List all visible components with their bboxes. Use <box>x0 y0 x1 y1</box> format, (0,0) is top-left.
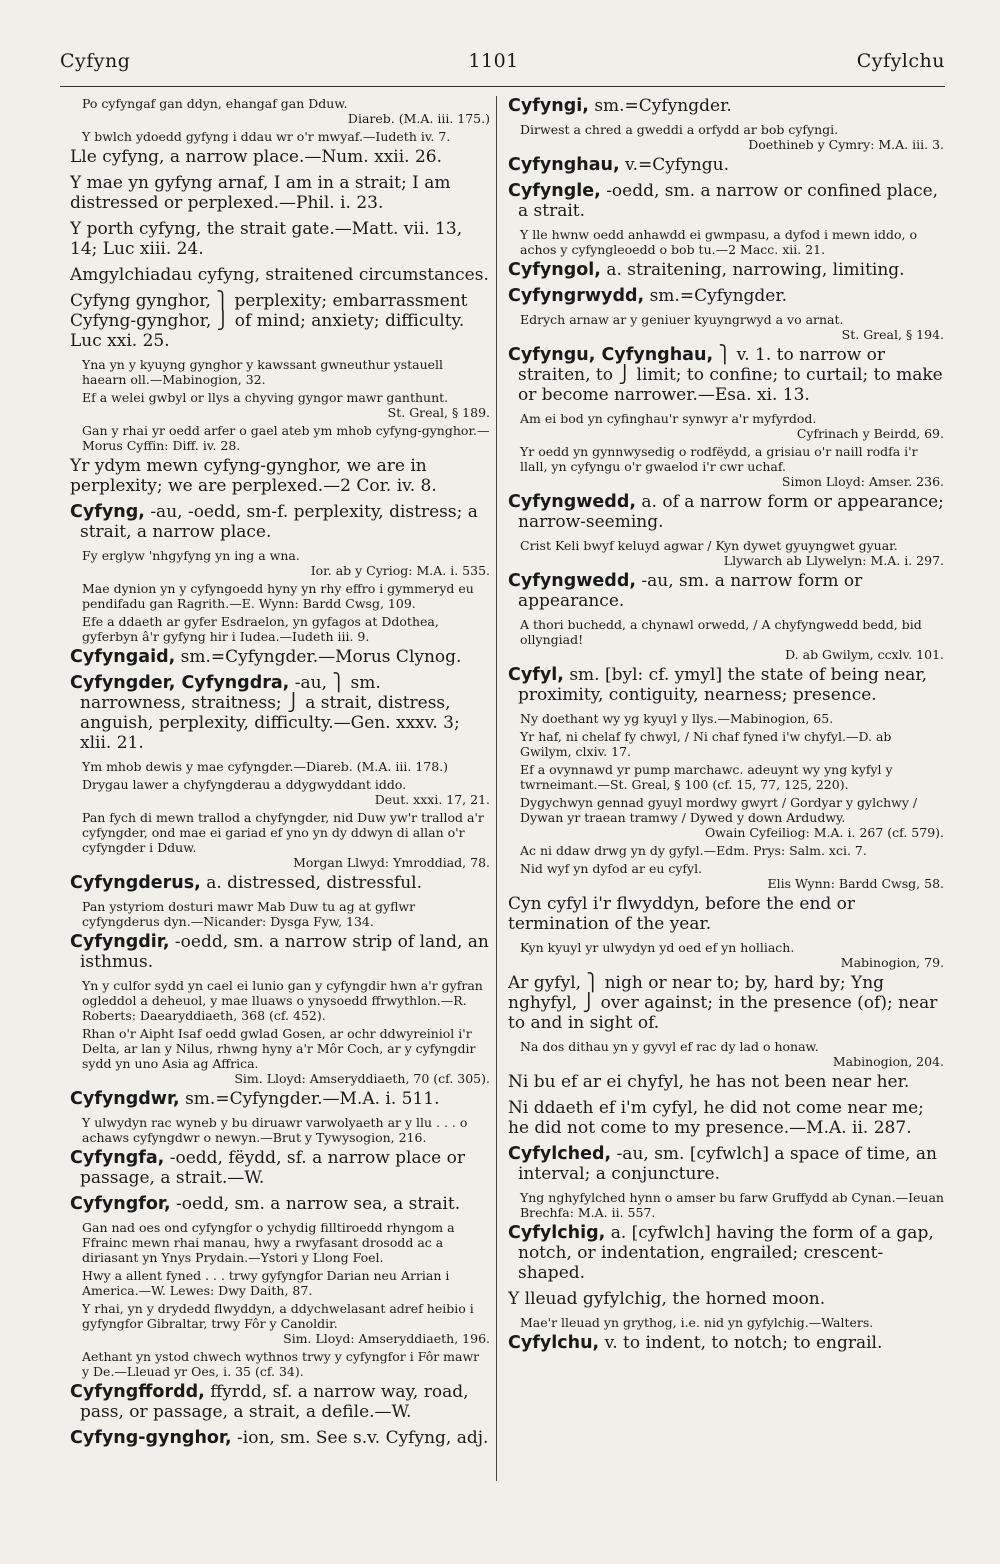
definition-text: Y mae yn gyfyng arnaf, I am in a strait; I am distressed or perplexed.—Phil. i. 23. <box>70 173 451 213</box>
page-number: 1101 <box>468 50 519 72</box>
quote-source: Sim. Lloyd: Amseryddiaeth, 70 (cf. 305). <box>234 1071 490 1086</box>
definition-text: Yr ydym mewn cyfyng-gynghor, we are in perplexity; we are perplexed.—2 Cor. iv. 8. <box>70 456 437 496</box>
quote-text: Yng nghyfylched hynn o amser bu farw Gruffydd ab Cynan.—Ieuan Brechfa: M.A. ii. 557. <box>520 1190 944 1220</box>
definition-text: Y porth cyfyng, the strait gate.—Matt. vii. 13, 14; Luc xiii. 24. <box>70 219 463 259</box>
definition-text: v.=Cyfyngu. <box>625 155 729 175</box>
definition-text: -oedd, sm. a narrow or confined place, a strait. <box>518 181 939 221</box>
citation-quote <box>82 390 490 420</box>
quote-source: Elis Wynn: Bardd Cwsg, 58. <box>767 876 944 891</box>
quote-text: Nid wyf yn dyfod ar eu cyfyl. <box>520 861 703 876</box>
quote-text: Pan fych di mewn trallod a chyfyngder, nid Duw yw'r trallod a'r cyfyngder, ond mae ei gariad ef yno yn dy ddwyn di allan o'r cyfyngder i Dduw. <box>82 810 484 855</box>
usage-definition <box>508 1072 944 1092</box>
left-column <box>70 96 490 1524</box>
quote-text: Drygau lawer a chyfyngderau a ddygwyddant iddo. <box>82 777 407 792</box>
quote-text: Dirwest a chred a gweddi a orfydd ar bob cyfyngi. <box>520 122 839 137</box>
citation-quote <box>82 129 490 144</box>
quote-source: D. ab Gwilym, ccxlv. 101. <box>785 647 944 662</box>
headword: Cyfyngwedd, <box>508 571 636 591</box>
citation-quote <box>520 538 944 568</box>
dictionary-entry <box>70 1148 490 1188</box>
quote-text: Mae'r lleuad yn grythog, i.e. nid yn gyfylchig.—Walters. <box>520 1315 874 1330</box>
column-divider <box>496 96 497 1481</box>
definition-text: ffyrdd, sf. a narrow way, road, pass, or passage, a strait, a defile.—W. <box>80 1382 469 1422</box>
citation-quote <box>520 1039 944 1069</box>
dictionary-entry <box>70 1194 490 1214</box>
quote-text: Y bwlch ydoedd gyfyng i ddau wr o'r mwyaf.—Iudeth iv. 7. <box>82 129 451 144</box>
definition-text: a. [cyfwlch] having the form of a gap, notch, or indentation, engrailed; crescent-shaped. <box>518 1223 934 1283</box>
quote-source: Morgan Llwyd: Ymroddiad, 78. <box>293 855 490 870</box>
quote-text: Fy erglyw 'nhgyfyng yn ing a wna. <box>82 548 300 563</box>
quote-text: Ac ni ddaw drwg yn dy gyfyl.—Edm. Prys: Salm. xci. 7. <box>520 843 867 858</box>
definition-text: a. of a narrow form or appearance; narrow-seeming. <box>518 492 944 532</box>
quote-text: Ym mhob dewis y mae cyfyngder.—Diareb. (M.A. iii. 178.) <box>82 759 449 774</box>
quote-text: Gan nad oes ond cyfyngfor o ychydig filltiroedd rhyngom a Ffrainc mewn rhai manau, hwy a rwyfasant drosodd ac a diriasant yn Ynys Prydain.—Ystori y Llong Foel. <box>82 1220 455 1265</box>
definition-text: Ar gyfyl, ⎫ nigh or near to; by, hard by; Yng nghyfyl, ⎭ over against; in the presence (of); near to and in sight of. <box>508 973 938 1033</box>
usage-definition <box>70 173 490 213</box>
citation-quote <box>82 1026 490 1086</box>
quote-text: Mae dynion yn y cyfyngoedd hyny yn rhy effro i gymmeryd eu pendifadu gan Ragrith.—E. Wynn: Bardd Cwsg, 109. <box>82 581 474 611</box>
headword: Cyfyngdir, <box>70 932 170 952</box>
headword: Cyfylched, <box>508 1144 612 1164</box>
citation-quote <box>520 1190 944 1220</box>
citation-quote <box>520 940 944 970</box>
usage-definition <box>508 973 944 1033</box>
dictionary-entry <box>508 345 944 405</box>
citation-quote <box>82 1220 490 1265</box>
citation-quote <box>82 759 490 774</box>
quote-text: Kyn kyuyl yr ulwydyn yd oed ef yn holliach. <box>520 940 795 955</box>
page-header <box>60 44 945 78</box>
citation-quote <box>82 357 490 387</box>
definition-text: a. distressed, distressful. <box>206 873 423 893</box>
quote-text: Dygychwyn gennad gyuyl mordwy gwyrt / Gordyar y gylchwy / Dywan yr traean tramwy / Dywed y down Ardudwy. <box>520 795 918 825</box>
definition-text: sm. [byl: cf. ymyl] the state of being near, proximity, contiguity, nearness; presence. <box>518 665 928 705</box>
dictionary-entry <box>508 181 944 221</box>
quote-text: Pan ystyriom dosturi mawr Mab Duw tu ag at gyflwr cyfyngderus dyn.—Nicander: Dysga Fyw, 134. <box>82 899 416 929</box>
dictionary-entry <box>70 1428 490 1448</box>
citation-quote <box>82 548 490 578</box>
headword: Cyfyl, <box>508 665 564 685</box>
definition-text: Lle cyfyng, a narrow place.—Num. xxii. 26. <box>70 147 442 167</box>
definition-text: Cyfyng gynghor, ⎫ perplexity; embarrassment Cyfyng-gynghor, ⎭ of mind; anxiety; difficulty. Luc xxi. 25. <box>70 291 468 351</box>
citation-quote <box>520 729 944 759</box>
definition-text: a. straitening, narrowing, limiting. <box>606 260 905 280</box>
definition-text: sm.=Cyfyngder. <box>649 286 788 306</box>
quote-text: Na dos dithau yn y gyvyl ef rac dy lad o honaw. <box>520 1039 819 1054</box>
quote-source: St. Greal, § 189. <box>387 405 490 420</box>
headword: Cyfyngdwr, <box>70 1089 180 1109</box>
quote-text: Ny doethant wy yg kyuyl y llys.—Mabinogion, 65. <box>520 711 834 726</box>
definition-text: -au, -oedd, sm-f. perplexity, distress; a strait, a narrow place. <box>80 502 478 542</box>
citation-quote <box>82 777 490 807</box>
definition-text: -oedd, fëydd, sf. a narrow place or passage, a strait.—W. <box>80 1148 465 1188</box>
definition-text: Amgylchiadau cyfyng, straitened circumstances. <box>70 265 489 285</box>
definition-text: Cyn cyfyl i'r flwyddyn, before the end or termination of the year. <box>508 894 856 934</box>
definition-text: Ni bu ef ar ei chyfyl, he has not been near her. <box>508 1072 910 1092</box>
citation-quote <box>520 617 944 662</box>
definition-text: sm.=Cyfyngder. <box>594 96 732 116</box>
citation-quote <box>82 423 490 453</box>
headword: Cyfyngol, <box>508 260 601 280</box>
quote-source: Llywarch ab Llywelyn: M.A. i. 297. <box>723 553 944 568</box>
usage-definition <box>70 291 490 351</box>
quote-text: Po cyfyngaf gan ddyn, ehangaf gan Dduw. <box>82 96 348 111</box>
citation-quote <box>82 899 490 929</box>
dictionary-entry <box>508 260 944 280</box>
header-rule <box>60 86 945 87</box>
dictionary-entry <box>508 665 944 705</box>
usage-definition <box>70 265 490 285</box>
usage-definition <box>508 1289 944 1309</box>
quote-source: Mabinogion, 204. <box>832 1054 944 1069</box>
quote-source: Ior. ab y Cyriog: M.A. i. 535. <box>310 563 490 578</box>
citation-quote <box>520 711 944 726</box>
citation-quote <box>82 614 490 644</box>
quote-text: Yr haf, ni chelaf fy chwyl, / Ni chaf fyned i'w chyfyl.—D. ab Gwilym, clxiv. 17. <box>520 729 892 759</box>
headword: Cyfyngwedd, <box>508 492 636 512</box>
quote-text: Ef a ovynnawd yr pump marchawc. adeuynt wy yng kyfyl y twrneimant.—St. Greal, § 100 (cf. 15, 77, 125, 220). <box>520 762 893 792</box>
definition-text: -oedd, sm. a narrow strip of land, an isthmus. <box>80 932 489 972</box>
dictionary-entry <box>508 571 944 611</box>
citation-quote <box>82 978 490 1023</box>
dictionary-entry <box>70 1382 490 1422</box>
quote-source: Doethineb y Cymry: M.A. iii. 3. <box>748 137 944 152</box>
headword: Cyfynghau, <box>508 155 620 175</box>
dictionary-entry <box>508 1223 944 1283</box>
quote-source: Sim. Lloyd: Amseryddiaeth, 196. <box>283 1331 490 1346</box>
definition-text: -au, sm. [cyfwlch] a space of time, an interval; a conjuncture. <box>518 1144 937 1184</box>
header-left-guideword: Cyfyng <box>60 50 131 72</box>
citation-quote <box>520 312 944 342</box>
headword: Cyfyng-gynghor, <box>70 1428 232 1448</box>
dictionary-entry <box>508 1144 944 1184</box>
headword: Cyfyngle, <box>508 181 601 201</box>
quote-source: Diareb. (M.A. iii. 175.) <box>347 111 490 126</box>
citation-quote <box>520 411 944 441</box>
headword: Cyfyngi, <box>508 96 589 116</box>
dictionary-entry <box>70 673 490 753</box>
quote-text: A thori buchedd, a chynawl orwedd, / A chyfyngwedd bedd, bid ollyngiad! <box>520 617 922 647</box>
quote-source: Simon Lloyd: Amser. 236. <box>781 474 944 489</box>
quote-source: Deut. xxxi. 17, 21. <box>374 792 490 807</box>
dictionary-entry <box>70 873 490 893</box>
dictionary-entry <box>70 1089 490 1109</box>
definition-text: -au, sm. a narrow form or appearance. <box>518 571 863 611</box>
quote-source: Owain Cyfeiliog: M.A. i. 267 (cf. 579). <box>704 825 944 840</box>
headword: Cyfyngffordd, <box>70 1382 205 1402</box>
header-right-guideword: Cyfylchu <box>856 50 945 72</box>
usage-definition <box>508 894 944 934</box>
dictionary-entry <box>70 932 490 972</box>
citation-quote <box>520 122 944 152</box>
citation-quote <box>520 843 944 858</box>
definition-text: -ion, sm. See s.v. Cyfyng, adj. <box>237 1428 489 1448</box>
citation-quote <box>82 581 490 611</box>
definition-text: -oedd, sm. a narrow sea, a strait. <box>176 1194 461 1214</box>
usage-definition <box>70 147 490 167</box>
citation-quote <box>520 762 944 792</box>
headword: Cyfyngder, Cyfyngdra, <box>70 673 290 693</box>
right-column <box>508 96 944 1524</box>
definition-text: Ni ddaeth ef i'm cyfyl, he did not come near me; he did not come to my presence.—M.A. ii. 287. <box>508 1098 924 1138</box>
quote-source: Cyfrinach y Beirdd, 69. <box>796 426 944 441</box>
quote-text: Am ei bod yn cyfinghau'r synwyr a'r myfyrdod. <box>520 411 817 426</box>
quote-text: Hwy a allent fyned . . . trwy gyfyngfor Darian neu Arrian i America.—W. Lewes: Dwy Daith, 87. <box>82 1268 450 1298</box>
quote-text: Aethant yn ystod chwech wythnos trwy y cyfyngfor i Fôr mawr y De.—Lleuad yr Oes, i. 35 (cf. 34). <box>82 1349 480 1379</box>
citation-quote <box>520 795 944 840</box>
headword: Cyfyngrwydd, <box>508 286 645 306</box>
citation-quote <box>82 1268 490 1298</box>
citation-quote <box>520 227 944 257</box>
citation-quote <box>520 1315 944 1330</box>
headword: Cyfylchu, <box>508 1333 600 1353</box>
headword: Cyfylchig, <box>508 1223 606 1243</box>
definition-text: v. to indent, to notch; to engrail. <box>604 1333 883 1353</box>
citation-quote <box>82 1115 490 1145</box>
usage-definition <box>70 456 490 496</box>
dictionary-entry <box>508 1333 944 1353</box>
citation-quote <box>82 96 490 126</box>
citation-quote <box>82 1301 490 1346</box>
quote-text: Y lle hwnw oedd anhawdd ei gwmpasu, a dyfod i mewn iddo, o achos y cyfyngleoedd o bob tu.—2 Macc. xii. 21. <box>520 227 917 257</box>
quote-text: Yr oedd yn gynnwysedig o rodfëydd, a grisiau o'r naill rodfa i'r llall, yn cyfyngu o'r gwaelod i'r cwr uchaf. <box>520 444 918 474</box>
definition-text: ⎫ v. 1. to narrow or straiten, to ⎭ limit; to confine; to curtail; to make or become narrower.—Esa. xi. 13. <box>518 345 943 405</box>
quote-source: St. Greal, § 194. <box>841 327 944 342</box>
usage-definition <box>70 219 490 259</box>
dictionary-entry <box>508 96 944 116</box>
dictionary-entry <box>70 647 490 667</box>
citation-quote <box>82 1349 490 1379</box>
quote-text: Edrych arnaw ar y geniuer kyuyngrwyd a vo arnat. <box>520 312 844 327</box>
dictionary-entry <box>508 492 944 532</box>
headword: Cyfyng, <box>70 502 145 522</box>
headword: Cyfyngderus, <box>70 873 201 893</box>
quote-source: Mabinogion, 79. <box>840 955 944 970</box>
dictionary-entry <box>508 155 944 175</box>
definition-text: sm.=Cyfyngder.—M.A. i. 511. <box>185 1089 440 1109</box>
usage-definition <box>508 1098 944 1138</box>
quote-text: Y rhai, yn y drydedd flwyddyn, a ddychwelasant adref heibio i gyfyngfor Gibraltar, trwy Fôr y Canoldir. <box>82 1301 474 1331</box>
citation-quote <box>520 444 944 489</box>
quote-text: Efe a ddaeth ar gyfer Esdraelon, yn gyfagos at Ddothea, gyferbyn â'r gyfyng hir i Iudea.—Iudeth iii. 9. <box>82 614 439 644</box>
headword: Cyfyngfor, <box>70 1194 171 1214</box>
quote-text: Y ulwydyn rac wyneb y bu diruawr varwolyaeth ar y llu . . . o achaws cyfyngdwr o newyn.—Brut y Tywysogion, 216. <box>82 1115 468 1145</box>
definition-text: Y lleuad gyfylchig, the horned moon. <box>508 1289 826 1309</box>
quote-text: Yna yn y kyuyng gynghor y kawssant gwneuthur ystauell haearn oll.—Mabinogion, 32. <box>82 357 444 387</box>
quote-text: Gan y rhai yr oedd arfer o gael ateb ym mhob cyfyng-gynghor.—Morus Cyffin: Diff. iv. 28. <box>82 423 490 453</box>
dictionary-entry <box>508 286 944 306</box>
quote-text: Yn y culfor sydd yn cael ei lunio gan y cyfyngdir hwn a'r gyfran ogleddol a deheuol, y mae lluaws o ynysoedd ffrwythlon.—R. Roberts: Daearyddiaeth, 368 (cf. 452). <box>82 978 483 1023</box>
quote-text: Ef a welei gwbyl or llys a chyving gyngor mawr ganthunt. <box>82 390 449 405</box>
dictionary-entry <box>70 502 490 542</box>
quote-text: Rhan o'r Aipht Isaf oedd gwlad Gosen, ar ochr ddwyreiniol i'r Delta, ar lan y Nilus, rhwng hyny a'r Môr Coch, ar y cyfyngdir sydd yn uno Asia ag Affrica. <box>82 1026 476 1071</box>
headword: Cyfyngu, Cyfynghau, <box>508 345 714 365</box>
citation-quote <box>82 810 490 870</box>
citation-quote <box>520 861 944 891</box>
definition-text: -au, ⎫ sm. narrowness, straitness; ⎭ a strait, distress, anguish, perplexity, difficulty.—Gen. xxxv. 3; xlii. 21. <box>80 673 460 753</box>
headword: Cyfyngfa, <box>70 1148 165 1168</box>
quote-text: Crist Keli bwyf keluyd agwar / Kyn dywet gyuyngwet gyuar. <box>520 538 898 553</box>
definition-text: sm.=Cyfyngder.—Morus Clynog. <box>180 647 462 667</box>
headword: Cyfyngaid, <box>70 647 176 667</box>
